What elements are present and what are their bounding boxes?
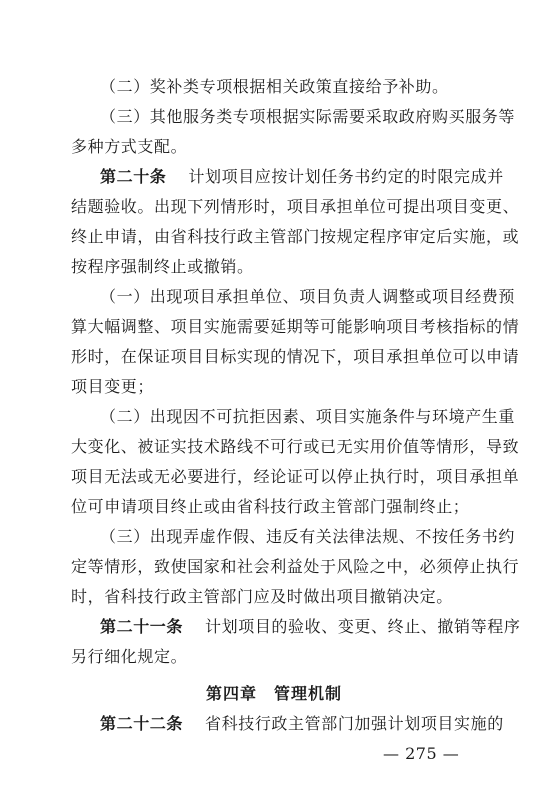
text-line: 形时，在保证项目目标实现的情况下，项目承担单位可以申请	[71, 347, 520, 366]
article-text: 计划项目应按计划任务书约定的时限完成并	[188, 167, 504, 186]
text-line: 大变化、被证实技术路线不可行或已无实用价值等情形，导致	[71, 437, 520, 456]
article-text: 省科技行政主管部门加强计划项目实施的	[205, 714, 504, 733]
text-line: 终止申请，由省科技行政主管部门按规定程序审定后实施，或	[71, 227, 520, 246]
page-number: — 275 —	[383, 744, 460, 763]
text-line	[100, 617, 548, 637]
text-line: 项目无法或无必要进行，经论证可以停止执行时，项目承担单	[71, 467, 520, 486]
text-line: 算大幅调整、项目实施需要延期等可能影响项目考核指标的情	[71, 317, 520, 336]
text-line: （三）出现弄虚作假、违反有关法律法规、不按任务书约	[100, 527, 516, 546]
article-heading: 第二十条	[100, 167, 167, 186]
text-line: 另行细化规定。	[71, 647, 188, 666]
text-line: 时，省科技行政主管部门应及时做出项目撤销决定。	[71, 587, 453, 606]
text-line	[100, 714, 548, 734]
text-line: （二）出现因不可抗拒因素、项目实施条件与环境产生重	[100, 407, 516, 426]
article-heading: 第二十二条	[100, 714, 184, 733]
text-line	[100, 167, 548, 187]
text-line: 按程序强制终止或撤销。	[71, 257, 254, 276]
text-line: 项目变更；	[71, 377, 155, 396]
text-line: 位可申请项目终止或由省科技行政主管部门强制终止；	[71, 497, 470, 516]
text-line: 多种方式支配。	[71, 137, 188, 156]
text-line: （二）奖补类专项根据相关政策直接给予补助。	[100, 77, 449, 96]
text-line: （一）出现项目承担单位、项目负责人调整或项目经费预	[100, 287, 516, 306]
text-line: 定等情形，致使国家和社会利益处于风险之中，必须停止执行	[71, 557, 520, 576]
text-line: 结题验收。出现下列情形时，项目承担单位可提出项目变更、	[71, 197, 520, 216]
article-text: 计划项目的验收、变更、终止、撤销等程序	[205, 617, 521, 636]
text-line: （三）其他服务类专项根据实际需要采取政府购买服务等	[100, 107, 516, 126]
chapter-title: 第四章 管理机制	[205, 684, 342, 703]
article-heading: 第二十一条	[100, 617, 184, 636]
